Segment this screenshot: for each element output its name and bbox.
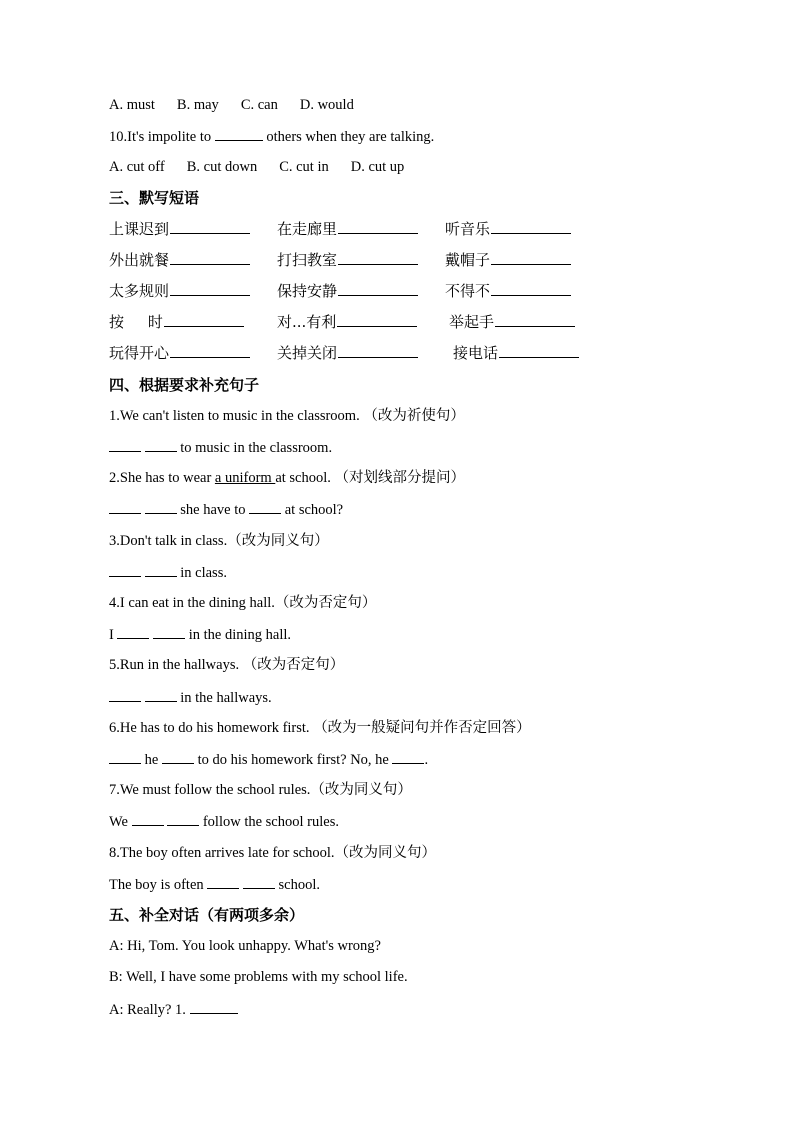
- phrase-item: 打扫教室: [277, 249, 418, 270]
- phrase-item: 举起手: [449, 311, 575, 332]
- s4-q3: 3.Don't talk in class.（改为同义句）: [109, 533, 329, 549]
- q9-option-a: A. must: [109, 97, 155, 113]
- phrase-item: 接电话: [453, 342, 579, 363]
- q9-options: [109, 95, 354, 115]
- q10-option-d: D. cut up: [350, 159, 405, 175]
- phrase-blank[interactable]: [170, 250, 250, 265]
- phrase-blank[interactable]: [338, 343, 418, 358]
- answer-blank[interactable]: [109, 562, 141, 577]
- answer-blank[interactable]: [145, 687, 177, 702]
- phrase-item: 不得不: [445, 280, 571, 301]
- s4-q7: 7.We must follow the school rules.（改为同义句）: [109, 782, 412, 798]
- phrase-item: 外出就餐: [109, 249, 250, 270]
- s4-a6: he to do his homework first? No, he .: [109, 749, 428, 770]
- s4-a7: We follow the school rules.: [109, 811, 339, 832]
- s4-q8: 8.The boy often arrives late for school.（改为同义句）: [109, 845, 436, 861]
- q9-option-d: D. would: [299, 97, 354, 113]
- phrase-blank[interactable]: [170, 281, 250, 296]
- q10-option-a: A. cut off: [109, 159, 165, 175]
- answer-blank[interactable]: [153, 624, 185, 639]
- answer-blank[interactable]: [162, 749, 194, 764]
- phrase-blank[interactable]: [338, 250, 418, 265]
- phrase-item: 按 时: [109, 311, 244, 332]
- s4-a5: in the hallways.: [109, 687, 272, 708]
- answer-blank[interactable]: [243, 874, 275, 889]
- phrase-item: 上课迟到: [109, 218, 250, 239]
- s4-a3: in class.: [109, 562, 227, 583]
- q10-stem-end: others when they are talking.: [262, 129, 435, 145]
- phrase-blank[interactable]: [337, 312, 417, 327]
- q9-option-c: C. can: [240, 97, 278, 113]
- phrase-item: 戴帽子: [445, 249, 571, 270]
- s4-q5: 5.Run in the hallways. （改为否定句）: [109, 657, 345, 673]
- s4-q6: 6.He has to do his homework first. （改为一般疑问句并作否定回答）: [109, 720, 531, 736]
- answer-blank[interactable]: [109, 687, 141, 702]
- answer-blank[interactable]: [145, 437, 177, 452]
- s4-q2: 2.She has to wear a uniform at school. （对划线部分提问）: [109, 470, 466, 486]
- answer-blank[interactable]: [207, 874, 239, 889]
- q10-option-b: B. cut down: [186, 159, 258, 175]
- q10-blank[interactable]: [215, 126, 263, 141]
- phrase-blank[interactable]: [338, 219, 418, 234]
- s4-a2: she have to at school?: [109, 499, 343, 520]
- phrase-blank[interactable]: [499, 343, 579, 358]
- section5-title: 五、补全对话（有两项多余）: [109, 906, 305, 924]
- s4-a4: I in the dining hall.: [109, 624, 291, 645]
- dialog-line: B: Well, I have some problems with my school life.: [109, 969, 408, 985]
- answer-blank[interactable]: [392, 749, 424, 764]
- phrase-item: 太多规则: [109, 280, 250, 301]
- phrase-blank[interactable]: [491, 281, 571, 296]
- phrase-item: 听音乐: [445, 218, 571, 239]
- phrase-item: 对...有利: [277, 311, 417, 332]
- dialog-blank[interactable]: [190, 999, 238, 1014]
- s4-q1: 1.We can't listen to music in the classroom. （改为祈使句）: [109, 408, 465, 424]
- answer-blank[interactable]: [117, 624, 149, 639]
- q10-options: [109, 157, 404, 177]
- dialog-line: A: Hi, Tom. You look unhappy. What's wrong?: [109, 938, 381, 954]
- answer-blank[interactable]: [132, 811, 164, 826]
- phrase-blank[interactable]: [164, 312, 244, 327]
- q9-option-b: B. may: [176, 97, 219, 113]
- phrase-item: 关掉关闭: [277, 342, 418, 363]
- phrase-blank[interactable]: [338, 281, 418, 296]
- s4-a1: to music in the classroom.: [109, 437, 332, 458]
- section4-title: 四、根据要求补充句子: [109, 376, 260, 394]
- phrase-blank[interactable]: [491, 250, 571, 265]
- q10-stem-start: 10.It's impolite to: [109, 129, 215, 145]
- answer-blank[interactable]: [109, 437, 141, 452]
- dialog-line: A: Really? 1.: [109, 999, 238, 1020]
- phrase-blank[interactable]: [170, 343, 250, 358]
- answer-blank[interactable]: [167, 811, 199, 826]
- phrase-item: 在走廊里: [277, 218, 418, 239]
- underlined-phrase: a uniform: [214, 470, 276, 486]
- answer-blank[interactable]: [109, 499, 141, 514]
- q10-text: [109, 126, 434, 147]
- answer-blank[interactable]: [109, 749, 141, 764]
- q10-option-c: C. cut in: [279, 159, 329, 175]
- answer-blank[interactable]: [145, 562, 177, 577]
- s4-q4: 4.I can eat in the dining hall.（改为否定句）: [109, 595, 377, 611]
- phrase-blank[interactable]: [491, 219, 571, 234]
- answer-blank[interactable]: [249, 499, 281, 514]
- answer-blank[interactable]: [145, 499, 177, 514]
- phrase-blank[interactable]: [495, 312, 575, 327]
- s4-a8: The boy is often school.: [109, 874, 320, 895]
- phrase-item: 玩得开心: [109, 342, 250, 363]
- phrase-item: 保持安静: [277, 280, 418, 301]
- section3-title: 三、默写短语: [109, 189, 200, 207]
- phrase-blank[interactable]: [170, 219, 250, 234]
